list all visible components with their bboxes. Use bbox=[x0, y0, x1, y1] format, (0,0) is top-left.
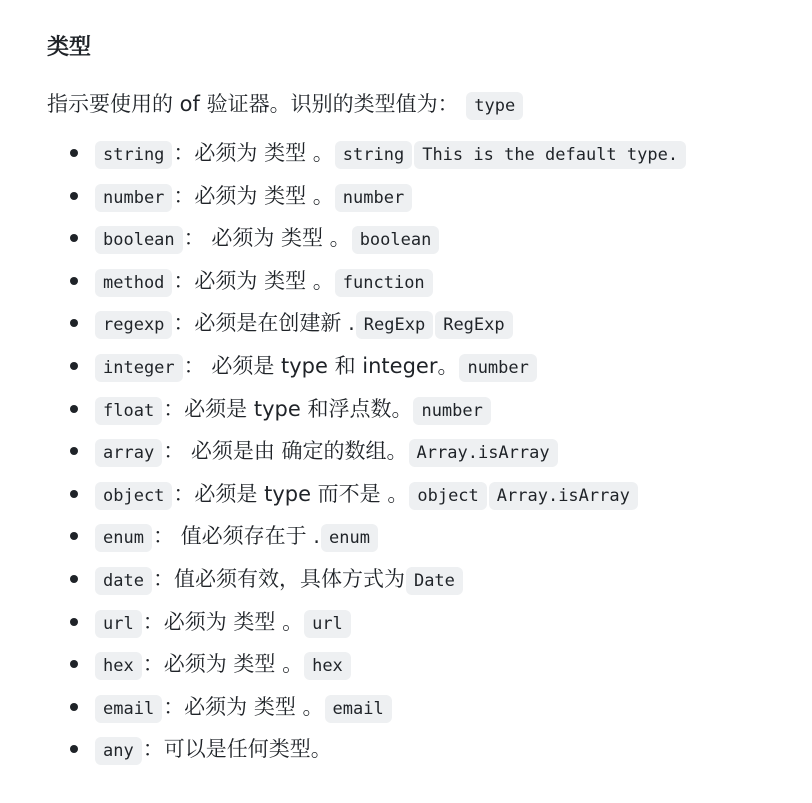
rule-item-any bbox=[47, 728, 812, 771]
rule-code-ref: RegExp bbox=[435, 311, 512, 339]
rule-type-name: date bbox=[95, 567, 152, 595]
rule-code-ref: hex bbox=[304, 652, 351, 680]
rule-code-ref: enum bbox=[321, 524, 378, 552]
rule-item-regexp bbox=[47, 302, 812, 345]
rule-type-name: boolean bbox=[95, 226, 183, 254]
rule-code-ref: Array.isArray bbox=[409, 439, 558, 467]
rule-item-date bbox=[47, 558, 812, 601]
section-title: 类型 bbox=[47, 35, 92, 60]
rule-type-name: object bbox=[95, 482, 172, 510]
rule-type-name: regexp bbox=[95, 311, 172, 339]
rule-item-array bbox=[47, 430, 812, 473]
rule-code-ref: boolean bbox=[352, 226, 440, 254]
rule-description: ：必须为 类型 。 bbox=[142, 609, 304, 634]
rule-type-name: hex bbox=[95, 652, 142, 680]
rule-code-ref: number bbox=[335, 184, 412, 212]
rule-item-number bbox=[47, 175, 812, 218]
rule-type-name: any bbox=[95, 737, 142, 765]
rule-type-name: string bbox=[95, 141, 172, 169]
intro-text: 指示要使用的 of 验证器。识别的类型值为： bbox=[47, 92, 459, 116]
rule-code-ref: This is the default type. bbox=[414, 141, 686, 169]
rule-type-name: method bbox=[95, 269, 172, 297]
rule-type-name: array bbox=[95, 439, 162, 467]
rule-item-hex bbox=[47, 643, 812, 686]
rule-item-string bbox=[47, 132, 812, 175]
rule-description: ： 必须为 类型 。 bbox=[183, 226, 351, 251]
rule-item-method bbox=[47, 260, 812, 303]
rule-item-boolean bbox=[47, 217, 812, 260]
rule-item-enum bbox=[47, 515, 812, 558]
rule-description: ：必须为 类型 。 bbox=[173, 183, 334, 208]
intro-code: type bbox=[466, 92, 523, 120]
rule-code-ref: number bbox=[413, 397, 490, 425]
rule-description: ： 必须是 type 和 integer。 bbox=[183, 353, 459, 378]
rule-description: ：必须是在创建新 . bbox=[173, 311, 355, 336]
rule-type-name: enum bbox=[95, 524, 152, 552]
intro-paragraph bbox=[47, 86, 812, 124]
rule-type-name: number bbox=[95, 184, 172, 212]
rule-code-ref: string bbox=[335, 141, 412, 169]
rule-code-ref: number bbox=[459, 354, 536, 382]
rule-description: ： 必须是由 确定的数组。 bbox=[163, 439, 408, 464]
rule-item-integer bbox=[47, 345, 812, 388]
rule-description: ：值必须有效，具体方式为 bbox=[152, 566, 405, 591]
rule-description: ：必须是 type 而不是 。 bbox=[173, 481, 409, 506]
rule-item-float bbox=[47, 388, 812, 431]
rule-code-ref: Date bbox=[406, 567, 463, 595]
rule-description: ：必须为 类型 。 bbox=[142, 652, 304, 677]
rule-code-ref: function bbox=[335, 269, 433, 297]
rule-item-email bbox=[47, 686, 812, 729]
rule-item-object bbox=[47, 473, 812, 516]
rule-code-ref: Array.isArray bbox=[489, 482, 638, 510]
rule-type-name: url bbox=[95, 610, 142, 638]
rule-code-ref: url bbox=[304, 610, 351, 638]
rule-description: ：必须为 类型 。 bbox=[173, 268, 334, 293]
rule-description: ：必须为 类型 。 bbox=[173, 141, 334, 165]
rule-type-name: float bbox=[95, 397, 162, 425]
rule-description: ：必须为 类型 。 bbox=[163, 694, 324, 719]
rule-description: ：必须是 type 和浮点数。 bbox=[163, 396, 413, 421]
rule-code-ref: object bbox=[409, 482, 486, 510]
rule-type-name: email bbox=[95, 695, 162, 723]
type-rules-list bbox=[47, 132, 812, 771]
rule-code-ref: RegExp bbox=[356, 311, 433, 339]
rule-description: ： 值必须存在于 . bbox=[152, 524, 320, 549]
rule-item-url bbox=[47, 601, 812, 644]
rule-type-name: integer bbox=[95, 354, 183, 382]
rule-code-ref: email bbox=[325, 695, 392, 723]
rule-description: ：可以是任何类型。 bbox=[142, 737, 332, 762]
